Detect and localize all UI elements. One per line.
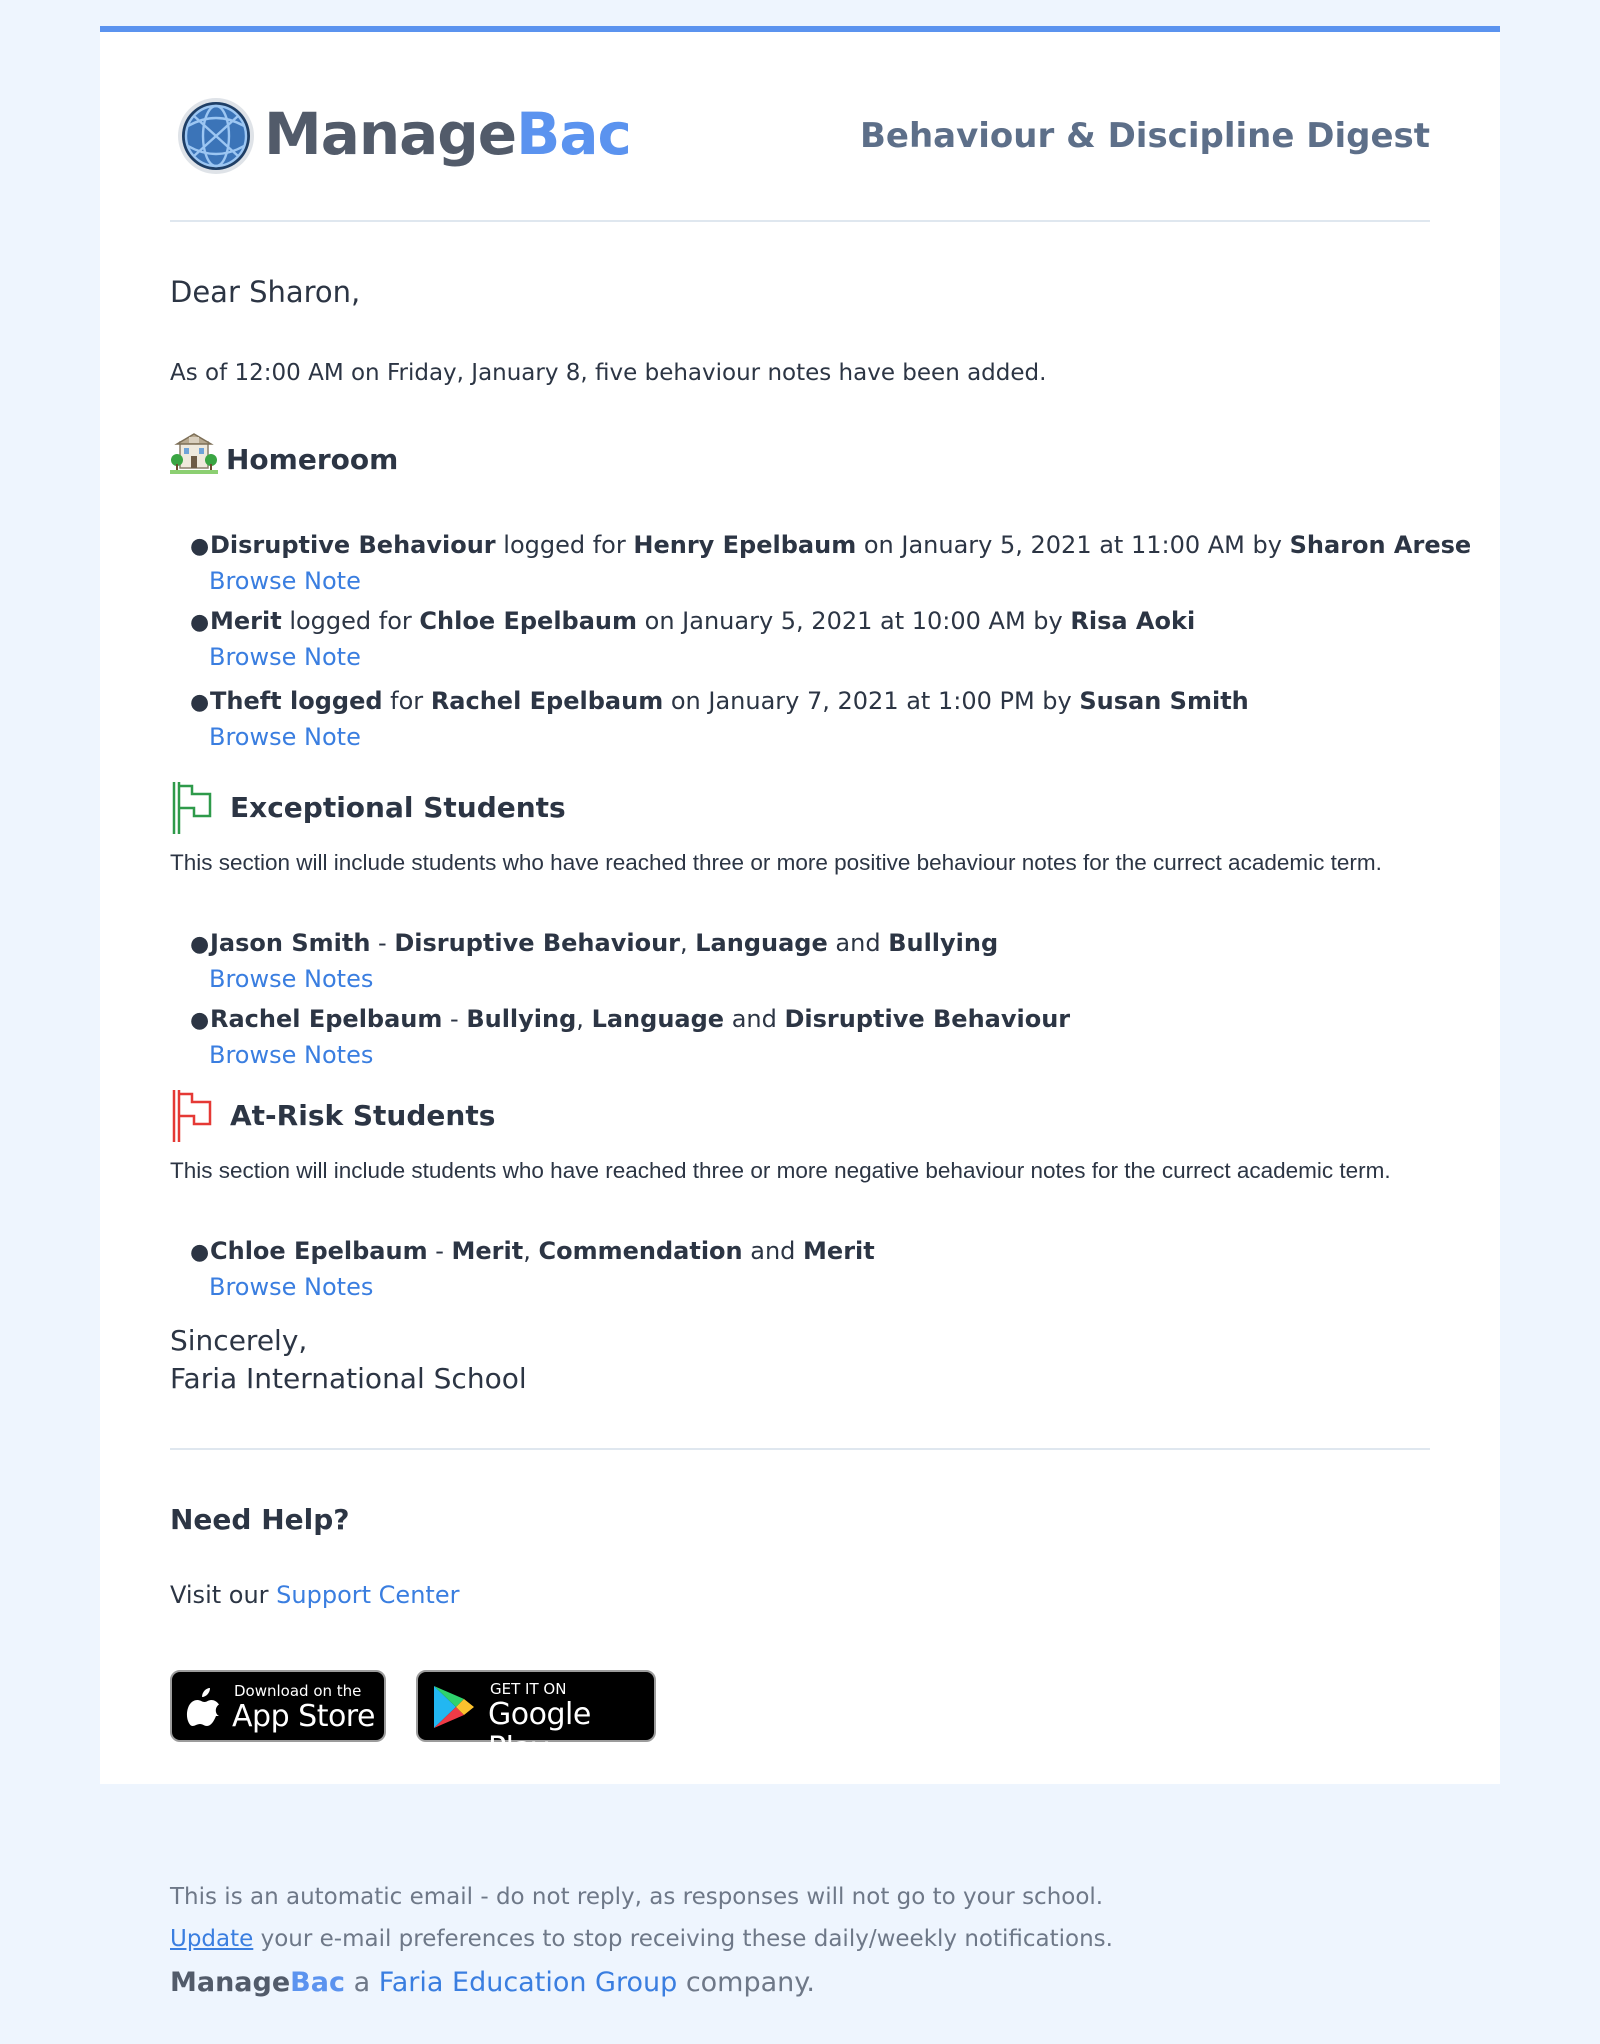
support-center-link[interactable]: Support Center	[276, 1581, 460, 1609]
atrisk-title: At-Risk Students	[230, 1099, 496, 1132]
item-time: on January 7, 2021 at 1:00 PM by	[663, 687, 1080, 715]
behaviour-type: Disruptive Behaviour	[210, 531, 496, 559]
browse-notes-link[interactable]: Browse Notes	[209, 965, 374, 993]
managebac-globe-icon	[176, 96, 256, 176]
author-name: Risa Aoki	[1070, 607, 1196, 635]
help-prefix: Visit our	[170, 1581, 277, 1609]
digest-title: Behaviour & Discipline Digest	[859, 116, 1430, 156]
logo-manage: Manage	[264, 100, 517, 168]
help-title: Need Help?	[170, 1503, 350, 1536]
help-line	[170, 1578, 459, 1612]
separator: and	[742, 1237, 804, 1265]
browse-notes-link[interactable]: Browse Notes	[209, 1041, 374, 1069]
student-name: Henry Epelbaum	[633, 531, 857, 559]
note-type: Bullying	[888, 929, 999, 957]
note-type: Commendation	[538, 1237, 743, 1265]
item-text: logged for	[495, 531, 634, 559]
google-play-icon	[432, 1684, 476, 1730]
note-type: Merit	[451, 1237, 524, 1265]
author-name: Sharon Arese	[1289, 531, 1472, 559]
student-name: Chloe Epelbaum	[419, 607, 638, 635]
atrisk-heading	[170, 1088, 1430, 1144]
faria-education-group-link[interactable]: Faria Education Group	[378, 1967, 678, 1998]
list-item	[190, 604, 1430, 674]
item-time: on January 5, 2021 at 10:00 AM by	[637, 607, 1071, 635]
homeroom-title: Homeroom	[226, 443, 399, 476]
company-line	[170, 1964, 815, 2002]
list-item	[190, 684, 1430, 754]
separator: -	[427, 1237, 452, 1265]
red-flag-icon	[170, 1088, 216, 1144]
bullet: ●	[190, 1008, 210, 1033]
intro-text: As of 12:00 AM on Friday, January 8, five behaviour notes have been added.	[170, 360, 1047, 386]
bullet: ●	[190, 1240, 210, 1265]
green-flag-icon	[170, 780, 216, 836]
footer-divider	[170, 1448, 1430, 1450]
footer-company-suffix: company.	[677, 1967, 815, 1998]
separator: ,	[523, 1237, 539, 1265]
list-item	[190, 528, 1472, 598]
google-play-button[interactable]	[416, 1670, 656, 1766]
note-type: Merit	[803, 1237, 875, 1265]
footer-brand-bac: Bac	[290, 1967, 345, 1998]
note-type: Disruptive Behaviour	[784, 1005, 1071, 1033]
school-building-icon	[170, 432, 218, 476]
bullet: ●	[190, 610, 210, 635]
google-play-small-text: GET IT ON	[490, 1680, 567, 1698]
email-header	[170, 92, 1430, 192]
note-type: Language	[695, 929, 828, 957]
update-preferences-link[interactable]: Update	[170, 1926, 254, 1952]
bullet: ●	[190, 534, 210, 559]
logo-bac: Bac	[516, 100, 631, 168]
footer-brand-manage: Manage	[170, 1967, 291, 1998]
header-divider	[170, 220, 1430, 222]
email-card	[100, 26, 1500, 1784]
student-name: Rachel Epelbaum	[210, 1005, 443, 1033]
exceptional-heading	[170, 780, 1430, 836]
app-store-button[interactable]	[170, 1670, 386, 1742]
footer-a: a	[344, 1967, 379, 1998]
separator: and	[827, 929, 889, 957]
separator: ,	[680, 929, 696, 957]
preferences-text: your e-mail preferences to stop receiving these daily/weekly notifications.	[253, 1926, 1113, 1952]
exceptional-title: Exceptional Students	[230, 791, 566, 824]
auto-email-notice: This is an automatic email - do not reply, as responses will not go to your school.	[170, 1884, 1104, 1910]
behaviour-type: Merit	[210, 607, 282, 635]
atrisk-description: This section will include students who have reached three or more negative behaviour notes for the currect academic term.	[170, 1158, 1391, 1183]
browse-notes-link[interactable]: Browse Notes	[209, 1273, 374, 1301]
separator: -	[370, 929, 395, 957]
separator: ,	[576, 1005, 592, 1033]
signoff	[170, 1322, 527, 1398]
signoff-line: Sincerely,	[170, 1324, 308, 1357]
student-name: Jason Smith	[210, 929, 371, 957]
student-name: Chloe Epelbaum	[210, 1237, 428, 1265]
list-item	[190, 926, 1430, 996]
note-type: Language	[591, 1005, 725, 1033]
note-type: Disruptive Behaviour	[394, 929, 680, 957]
browse-note-link[interactable]: Browse Note	[209, 723, 361, 751]
managebac-logo	[264, 94, 631, 174]
list-item	[190, 1234, 1430, 1304]
app-store-small-text: Download on the	[234, 1682, 362, 1700]
separator: -	[442, 1005, 467, 1033]
browse-note-link[interactable]: Browse Note	[209, 643, 361, 671]
app-store-big-text: App Store	[232, 1699, 375, 1734]
greeting: Dear Sharon,	[170, 275, 361, 309]
apple-icon	[186, 1686, 222, 1728]
note-type: Bullying	[466, 1005, 577, 1033]
student-name: Rachel Epelbaum	[430, 687, 664, 715]
behaviour-type: Theft logged	[210, 687, 383, 715]
bullet: ●	[190, 690, 210, 715]
bullet: ●	[190, 932, 210, 957]
browse-note-link[interactable]: Browse Note	[209, 567, 361, 595]
item-time: on January 5, 2021 at 11:00 AM by	[856, 531, 1290, 559]
item-text: logged for	[281, 607, 420, 635]
item-text: for	[382, 687, 431, 715]
separator: and	[724, 1005, 785, 1033]
google-play-big-text: Google Play	[488, 1697, 591, 1766]
school-name: Faria International School	[170, 1362, 527, 1395]
homeroom-heading	[170, 432, 1430, 488]
preferences-line	[170, 1922, 1113, 1956]
author-name: Susan Smith	[1079, 687, 1249, 715]
exceptional-description: This section will include students who have reached three or more positive behaviour notes for the currect academic term.	[170, 850, 1382, 875]
list-item	[190, 1002, 1430, 1072]
